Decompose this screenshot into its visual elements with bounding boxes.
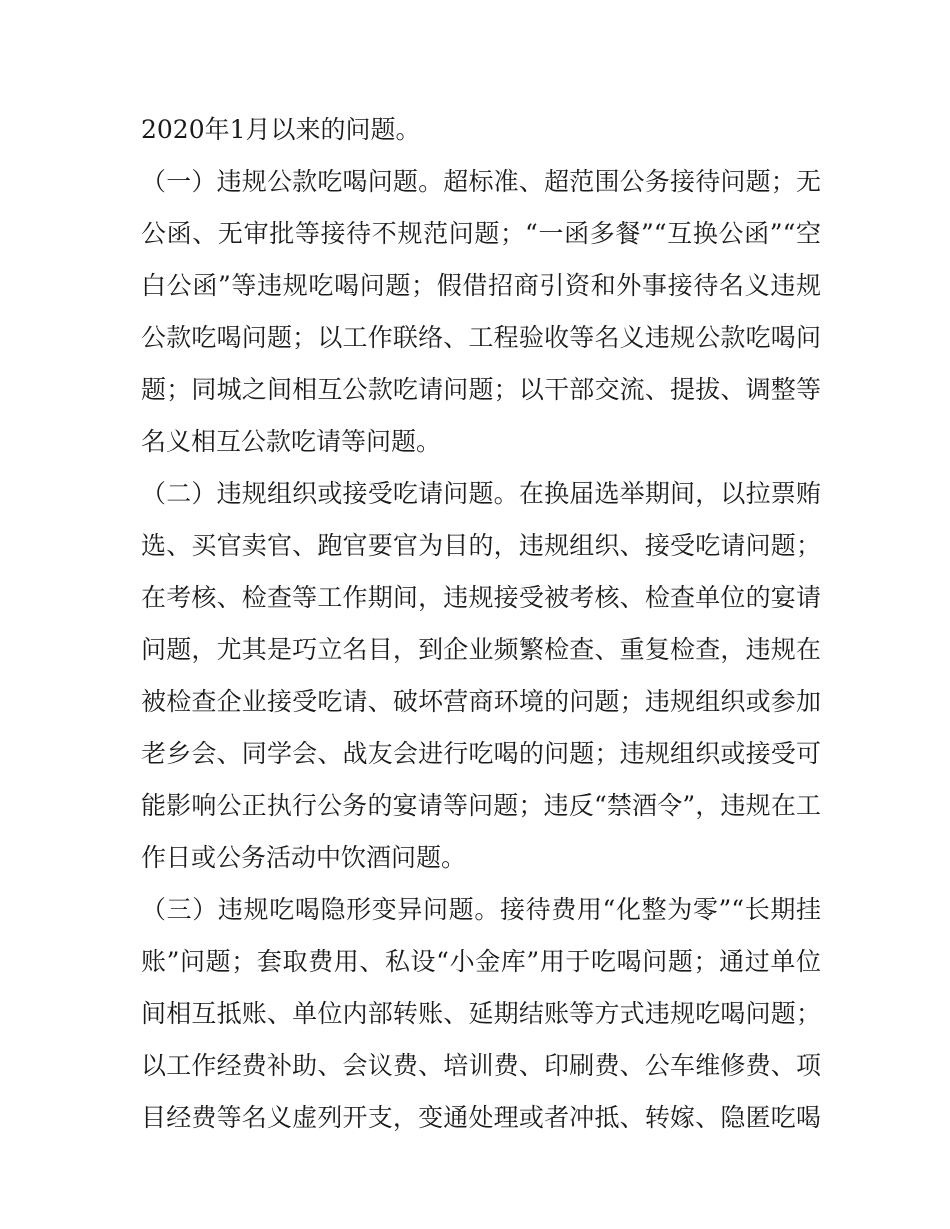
text-line: 问题，尤其是巧立名目，到企业频繁检查、重复检查，违规在 [141, 635, 821, 664]
text-line: 能影响公正执行公务的宴请等问题；违反“禁酒令”，违规在工 [141, 791, 821, 820]
text-line: 在考核、检查等工作期间，违规接受被考核、检查单位的宴请 [141, 583, 821, 612]
text-line: 公款吃喝问题；以工作联络、工程验收等名义违规公款吃喝问 [141, 323, 821, 352]
text-line: 选、买官卖官、跑官要官为目的，违规组织、接受吃请问题； [141, 531, 821, 560]
text-line: （一）违规公款吃喝问题。超标准、超范围公务接待问题；无 [141, 167, 821, 196]
text-line: 公函、无审批等接待不规范问题；“一函多餐”“互换公函”“空 [141, 219, 821, 248]
text-line: 间相互抵账、单位内部转账、延期结账等方式违规吃喝问题； [141, 999, 821, 1028]
text-line: （三）违规吃喝隐形变异问题。接待费用“化整为零”“长期挂 [141, 895, 821, 924]
text-line: 被检查企业接受吃请、破坏营商环境的问题；违规组织或参加 [141, 687, 821, 716]
text-line: 老乡会、同学会、战友会进行吃喝的问题；违规组织或接受可 [141, 739, 821, 768]
text-line: 白公函”等违规吃喝问题；假借招商引资和外事接待名义违规 [141, 271, 821, 300]
text-line: 账”问题；套取费用、私设“小金库”用于吃喝问题；通过单位 [141, 947, 821, 976]
text-line: 名义相互公款吃请等问题。 [141, 427, 442, 456]
text-line: 以工作经费补助、会议费、培训费、印刷费、公车维修费、项 [141, 1051, 821, 1080]
text-line: （二）违规组织或接受吃请问题。在换届选举期间，以拉票贿 [141, 479, 821, 508]
text-line: 题；同城之间相互公款吃请问题；以干部交流、提拔、调整等 [141, 375, 821, 404]
text-line: 2020年1月以来的问题。 [141, 115, 421, 144]
text-line: 作日或公务活动中饮酒问题。 [141, 843, 467, 872]
text-line: 目经费等名义虚列开支，变通处理或者冲抵、转嫁、隐匿吃喝 [141, 1103, 821, 1132]
